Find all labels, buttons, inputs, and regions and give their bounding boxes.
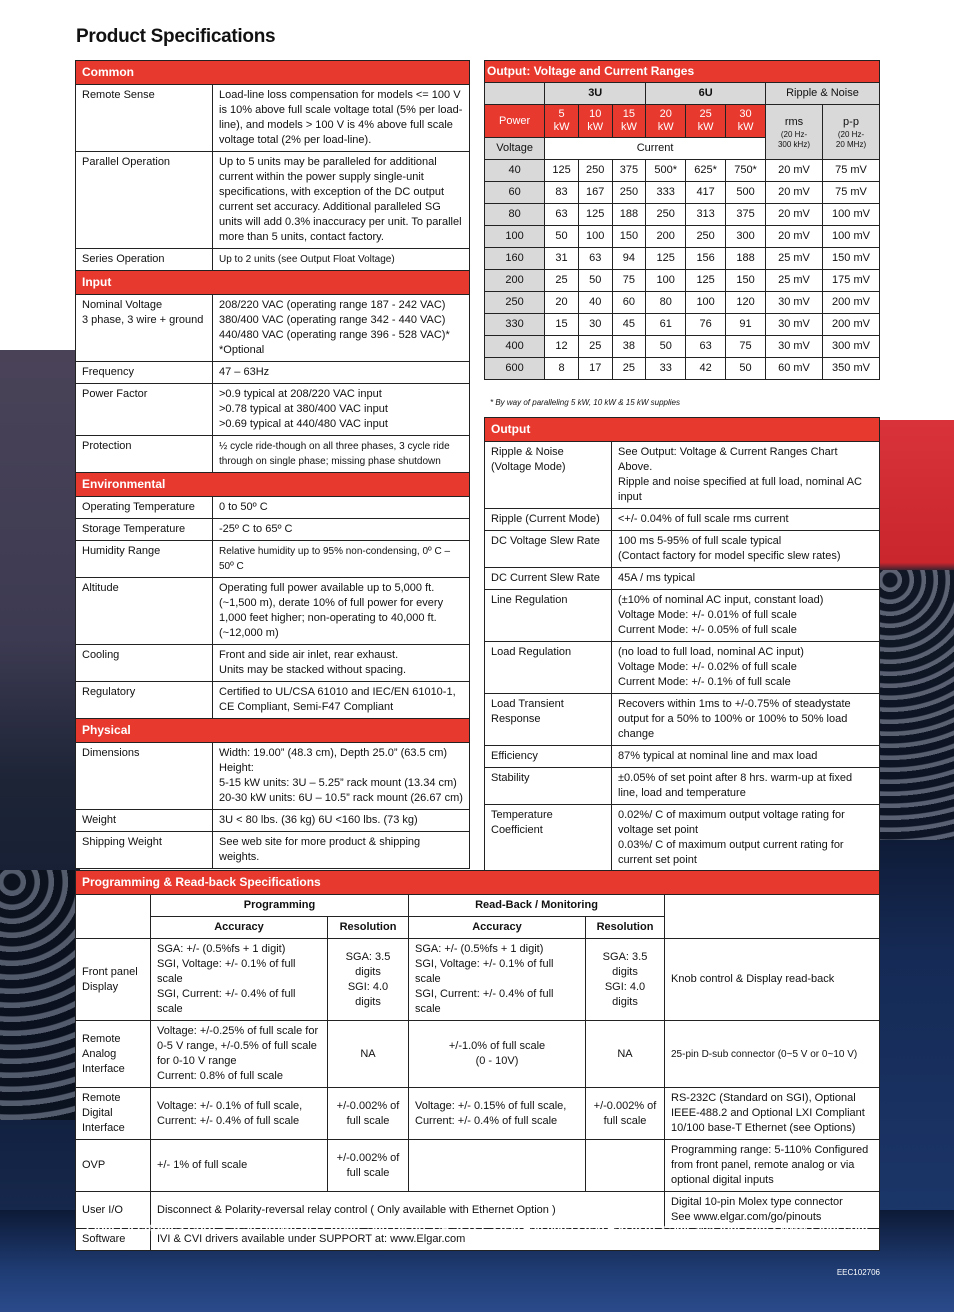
- current-cell: 375: [612, 160, 646, 182]
- current-cell: 20: [545, 292, 579, 314]
- range-row: [485, 270, 880, 292]
- spec-value: Load-line loss compensation for models <= 100 V is 10% above full scale voltage total (5% per load-line), and models > 100 V is 4% above full scale voltage total (2% per load-line).: [213, 85, 470, 152]
- spec-label: Storage Temperature: [76, 519, 213, 541]
- rms-header: [766, 105, 823, 160]
- spec-label: Altitude: [76, 578, 213, 645]
- group-6u: 6U: [646, 83, 766, 105]
- rms-bandwidth: (20 Hz- 300 kHz): [777, 129, 810, 149]
- current-cell: 125: [686, 270, 726, 292]
- current-cell: 125: [578, 204, 612, 226]
- current-cell: 75: [726, 336, 766, 358]
- current-cell: 500: [726, 182, 766, 204]
- spec-value: See Output: Voltage & Current Ranges Chart Above. Ripple and noise specified at full load, nominal AC input: [612, 442, 880, 509]
- voltage-cell: 400: [485, 336, 545, 358]
- spec-value: -25º C to 65º C: [213, 519, 470, 541]
- ripple-cell: 60 mV: [766, 358, 823, 380]
- spec-label: Dimensions: [76, 743, 213, 810]
- readback-header: Read-Back / Monitoring: [409, 895, 665, 917]
- background-panel-left: [0, 350, 80, 1312]
- spec-value: Relative humidity up to 95% non-condensing, 0º C – 50º C: [213, 541, 470, 578]
- ripple-cell: 20 mV: [766, 204, 823, 226]
- page-title: Product Specifications: [76, 26, 276, 47]
- voltage-cell: 200: [485, 270, 545, 292]
- spec-row: [485, 642, 880, 694]
- current-cell: 100: [646, 270, 686, 292]
- interface-row: [76, 1088, 880, 1140]
- prog-resolution: +/-0.002% of full scale: [328, 1088, 409, 1140]
- spec-row: [485, 805, 880, 872]
- spec-row: [485, 768, 880, 805]
- spec-row: [485, 442, 880, 509]
- range-row: [485, 182, 880, 204]
- ripple-cell: 350 mV: [823, 358, 880, 380]
- spec-row: [485, 509, 880, 531]
- current-cell: 12: [545, 336, 579, 358]
- spec-value: 100 ms 5-95% of full scale typical (Contact factory for model specific slew rates): [612, 531, 880, 568]
- spec-row: [76, 810, 470, 832]
- spec-row: [76, 645, 470, 682]
- rb-accuracy: +/-1.0% of full scale (0 - 10V): [409, 1021, 586, 1088]
- prog-accuracy: +/- 1% of full scale: [151, 1140, 328, 1192]
- spec-value: (no load to full load, nominal AC input) Voltage Mode: +/- 0.02% of full scale Current Mode: +/- 0.1% of full scale: [612, 642, 880, 694]
- spec-row: [485, 568, 880, 590]
- spec-label: Load Regulation: [485, 642, 612, 694]
- pp-header: [823, 105, 880, 160]
- spec-value: Certified to UL/CSA 61010 and IEC/EN 61010-1, CE Compliant, Semi-F47 Compliant: [213, 682, 470, 719]
- voltage-cell: 80: [485, 204, 545, 226]
- current-cell: 125: [545, 160, 579, 182]
- current-cell: 38: [612, 336, 646, 358]
- spec-label: Cooling: [76, 645, 213, 682]
- ripple-cell: 300 mV: [823, 336, 880, 358]
- interface-note: 25-pin D-sub connector (0~5 V or 0~10 V): [665, 1021, 880, 1088]
- spec-row: [76, 436, 470, 473]
- current-cell: 313: [686, 204, 726, 226]
- spec-row: [485, 590, 880, 642]
- spec-row: [76, 85, 470, 152]
- interface-row: [76, 939, 880, 1021]
- current-cell: 125: [646, 248, 686, 270]
- range-row: [485, 358, 880, 380]
- spec-value: >0.9 typical at 208/220 VAC input >0.78 typical at 380/400 VAC input >0.69 typical at 440/480 VAC input: [213, 384, 470, 436]
- section-header: Programming & Read-back Specifications: [76, 871, 880, 895]
- specs-table-left: [75, 60, 470, 869]
- power-rating: 5 kW: [545, 105, 579, 138]
- prog-accuracy-header: Accuracy: [151, 917, 328, 939]
- prog-resolution: +/-0.002% of full scale: [328, 1140, 409, 1192]
- current-cell: 188: [726, 248, 766, 270]
- interface-label: OVP: [76, 1140, 151, 1192]
- output-specs-table: [484, 417, 880, 909]
- spec-row: [76, 497, 470, 519]
- range-row: [485, 292, 880, 314]
- spec-row: [76, 249, 470, 271]
- spec-row: [485, 694, 880, 746]
- spec-label: Series Operation: [76, 249, 213, 271]
- current-label: Current: [545, 138, 766, 160]
- current-cell: 17: [578, 358, 612, 380]
- ripple-cell: 25 mV: [766, 270, 823, 292]
- current-cell: 300: [726, 226, 766, 248]
- spec-row: [76, 541, 470, 578]
- pp-label: p-p: [843, 115, 859, 128]
- current-cell: 94: [612, 248, 646, 270]
- ripple-cell: 200 mV: [823, 314, 880, 336]
- current-cell: 120: [726, 292, 766, 314]
- rb-accuracy: [409, 1140, 586, 1192]
- prog-resolution-header: Resolution: [328, 917, 409, 939]
- range-row: [485, 314, 880, 336]
- current-cell: 63: [578, 248, 612, 270]
- software-value: IVI & CVI drivers available under SUPPORT at: www.Elgar.com: [151, 1229, 880, 1251]
- spec-value: Width: 19.00” (48.3 cm), Depth 25.0” (63.5 cm) Height: 5-15 kW units: 3U – 5.25” rack mount (13.34 cm) 20-30 kW units: 6U – 10.5” rack mount (26.67 cm): [213, 743, 470, 810]
- spec-label: Parallel Operation: [76, 152, 213, 249]
- spec-label: Weight: [76, 810, 213, 832]
- section-header: Output: [485, 418, 880, 442]
- spec-row: [485, 746, 880, 768]
- spec-value: Front and side air inlet, rear exhaust. Units may be stacked without spacing.: [213, 645, 470, 682]
- spec-value: Up to 5 units may be paralleled for additional current within the power supply single-unit specifications, with exception of the DC output current set accuracy. Additional paralleled SG units will add 0.3% inaccuracy per unit. To parallel more than 5 units, contact factory.: [213, 152, 470, 249]
- spec-label: Temperature Coefficient: [485, 805, 612, 872]
- blank-cell: [76, 895, 151, 939]
- current-cell: 75: [612, 270, 646, 292]
- interface-label: Remote Digital Interface: [76, 1088, 151, 1140]
- current-cell: 60: [612, 292, 646, 314]
- prog-resolution: SGA: 3.5 digits SGI: 4.0 digits: [328, 939, 409, 1021]
- current-cell: 200: [646, 226, 686, 248]
- spec-row: [76, 682, 470, 719]
- current-cell: 250: [612, 182, 646, 204]
- ripple-cell: 100 mV: [823, 226, 880, 248]
- interface-row: [76, 1140, 880, 1192]
- current-cell: 42: [686, 358, 726, 380]
- prog-resolution: NA: [328, 1021, 409, 1088]
- spec-row: [76, 578, 470, 645]
- current-cell: 417: [686, 182, 726, 204]
- spec-label: Efficiency: [485, 746, 612, 768]
- current-cell: 91: [726, 314, 766, 336]
- spec-row: [76, 295, 470, 362]
- software-label: Software: [76, 1229, 151, 1251]
- current-cell: 31: [545, 248, 579, 270]
- spec-label: Power Factor: [76, 384, 213, 436]
- spec-value: 3U < 80 lbs. (36 kg) 6U <160 lbs. (73 kg): [213, 810, 470, 832]
- spec-label: Protection: [76, 436, 213, 473]
- spec-value: 47 – 63Hz: [213, 362, 470, 384]
- prog-accuracy: Voltage: +/- 0.1% of full scale, Current: +/- 0.4% of full scale: [151, 1088, 328, 1140]
- power-rating: 30 kW: [726, 105, 766, 138]
- voltage-current-ranges-table: [484, 60, 880, 380]
- ripple-cell: 30 mV: [766, 292, 823, 314]
- current-cell: 150: [612, 226, 646, 248]
- spec-label: Shipping Weight: [76, 832, 213, 869]
- current-cell: 333: [646, 182, 686, 204]
- background-panel-right: [880, 420, 954, 1312]
- spec-value: 0 to 50º C: [213, 497, 470, 519]
- section-header: Output: Voltage and Current Ranges: [485, 61, 880, 83]
- spec-row: [76, 519, 470, 541]
- power-rating: 15 kW: [612, 105, 646, 138]
- ripple-noise-header: Ripple & Noise: [766, 83, 880, 105]
- spec-value: Operating full power available up to 5,000 ft. (~1,500 m), derate 10% of full power for every 1,000 feet higher; non-operating to 40,000 ft. (~12,000 m): [213, 578, 470, 645]
- current-cell: 500*: [646, 160, 686, 182]
- voltage-cell: 60: [485, 182, 545, 204]
- spec-value: 0.02%/ C of maximum output voltage rating for voltage set point 0.03%/ C of maximum output current rating for current set point: [612, 805, 880, 872]
- interface-label: Front panel Display: [76, 939, 151, 1021]
- voltage-cell: 600: [485, 358, 545, 380]
- background-pattern: [0, 870, 80, 1120]
- spec-label: Ripple (Current Mode): [485, 509, 612, 531]
- voltage-cell: 100: [485, 226, 545, 248]
- spec-value: 87% typical at nominal line and max load: [612, 746, 880, 768]
- spec-value: See web site for more product & shipping weights.: [213, 832, 470, 869]
- ripple-cell: 200 mV: [823, 292, 880, 314]
- current-cell: 188: [612, 204, 646, 226]
- current-cell: 61: [646, 314, 686, 336]
- current-cell: 167: [578, 182, 612, 204]
- ripple-cell: 75 mV: [823, 160, 880, 182]
- range-row: [485, 248, 880, 270]
- current-cell: 15: [545, 314, 579, 336]
- current-cell: 150: [726, 270, 766, 292]
- current-cell: 33: [646, 358, 686, 380]
- spec-label: Nominal Voltage 3 phase, 3 wire + ground: [76, 295, 213, 362]
- current-cell: 30: [578, 314, 612, 336]
- interface-row: [76, 1021, 880, 1088]
- spec-label: DC Voltage Slew Rate: [485, 531, 612, 568]
- interface-label: Remote Analog Interface: [76, 1021, 151, 1088]
- spec-label: DC Current Slew Rate: [485, 568, 612, 590]
- spec-row: [76, 743, 470, 810]
- footer-contact: Elgar Electronics Corp. • 9250 Brown Deer Road, San Diego, CA 92121. • 858.450.0085 • 858.458.0267 • Sales@Elgar.com • www.Elgar.com: [85, 1220, 869, 1234]
- userio-label: User I/O: [76, 1192, 151, 1229]
- current-cell: 375: [726, 204, 766, 226]
- current-cell: 250: [686, 226, 726, 248]
- current-cell: 80: [646, 292, 686, 314]
- rb-resolution: [586, 1140, 665, 1192]
- voltage-cell: 160: [485, 248, 545, 270]
- interface-note: Knob control & Display read-back: [665, 939, 880, 1021]
- current-cell: 50: [726, 358, 766, 380]
- group-3u: 3U: [545, 83, 646, 105]
- current-cell: 76: [686, 314, 726, 336]
- range-row: [485, 226, 880, 248]
- background-pattern: [880, 570, 954, 840]
- spec-row: [76, 832, 470, 869]
- current-cell: 250: [578, 160, 612, 182]
- spec-value: Up to 2 units (see Output Float Voltage): [213, 249, 470, 271]
- power-rating: 10 kW: [578, 105, 612, 138]
- ripple-cell: 20 mV: [766, 160, 823, 182]
- spec-label: Frequency: [76, 362, 213, 384]
- spec-value: ±0.05% of set point after 8 hrs. warm-up at fixed line, load and temperature: [612, 768, 880, 805]
- ripple-cell: 100 mV: [823, 204, 880, 226]
- voltage-cell: 330: [485, 314, 545, 336]
- current-cell: 625*: [686, 160, 726, 182]
- current-cell: 63: [545, 204, 579, 226]
- ripple-cell: 75 mV: [823, 182, 880, 204]
- current-cell: 100: [578, 226, 612, 248]
- spec-label: Remote Sense: [76, 85, 213, 152]
- section-header: Input: [76, 271, 470, 295]
- rb-accuracy: SGA: +/- (0.5%fs + 1 digit) SGI, Voltage: +/- 0.1% of full scale SGI, Current: +/- 0.4% of full scale: [409, 939, 586, 1021]
- current-cell: 50: [646, 336, 686, 358]
- spec-label: Ripple & Noise (Voltage Mode): [485, 442, 612, 509]
- spec-label: Line Regulation: [485, 590, 612, 642]
- voltage-label: Voltage: [485, 138, 545, 160]
- spec-value: ½ cycle ride-though on all three phases, 3 cycle ride through on single phase; missing phase shutdown: [213, 436, 470, 473]
- section-header: Environmental: [76, 473, 470, 497]
- ripple-cell: 150 mV: [823, 248, 880, 270]
- userio-note: Digital 10-pin Molex type connector See www.elgar.com/go/pinouts: [665, 1192, 880, 1229]
- pp-bandwidth: (20 Hz- 20 MHz): [835, 129, 867, 149]
- current-cell: 40: [578, 292, 612, 314]
- rb-resolution: SGA: 3.5 digits SGI: 4.0 digits: [586, 939, 665, 1021]
- rb-accuracy-header: Accuracy: [409, 917, 586, 939]
- power-rating: 20 kW: [646, 105, 686, 138]
- spec-label: Stability: [485, 768, 612, 805]
- interface-note: RS-232C (Standard on SGI), Optional IEEE-488.2 and Optional LXI Compliant 10/100 base-T Ethernet (see Options): [665, 1088, 880, 1140]
- spec-label: Load Transient Response: [485, 694, 612, 746]
- spec-value: <+/- 0.04% of full scale rms current: [612, 509, 880, 531]
- power-rating: 25 kW: [686, 105, 726, 138]
- corner-cell: [485, 83, 545, 105]
- spec-label: Humidity Range: [76, 541, 213, 578]
- voltage-cell: 250: [485, 292, 545, 314]
- prog-accuracy: SGA: +/- (0.5%fs + 1 digit) SGI, Voltage: +/- 0.1% of full scale SGI, Current: +/- 0.4% of full scale: [151, 939, 328, 1021]
- current-cell: 50: [545, 226, 579, 248]
- rb-resolution-header: Resolution: [586, 917, 665, 939]
- ripple-cell: 25 mV: [766, 248, 823, 270]
- rb-accuracy: Voltage: +/- 0.15% of full scale, Current: +/- 0.4% of full scale: [409, 1088, 586, 1140]
- userio-value: Disconnect & Polarity-reversal relay control ( Only available with Ethernet Option ): [151, 1192, 665, 1229]
- spec-row: [76, 362, 470, 384]
- current-cell: 50: [578, 270, 612, 292]
- spec-label: Operating Temperature: [76, 497, 213, 519]
- current-cell: 25: [545, 270, 579, 292]
- section-header: Common: [76, 61, 470, 85]
- interface-note: Programming range: 5-110% Configured from front panel, remote analog or via optional digital inputs: [665, 1140, 880, 1192]
- power-label: Power: [485, 105, 545, 138]
- rb-resolution: +/-0.002% of full scale: [586, 1088, 665, 1140]
- current-cell: 156: [686, 248, 726, 270]
- rb-resolution: NA: [586, 1021, 665, 1088]
- section-header: Physical: [76, 719, 470, 743]
- range-row: [485, 204, 880, 226]
- spec-value: 208/220 VAC (operating range 187 - 242 VAC) 380/400 VAC (operating range 342 - 440 VAC) 440/480 VAC (operating range 396 - 528 VAC)* *Optional: [213, 295, 470, 362]
- range-row: [485, 160, 880, 182]
- ripple-cell: 20 mV: [766, 182, 823, 204]
- spec-label: Regulatory: [76, 682, 213, 719]
- current-cell: 25: [578, 336, 612, 358]
- current-cell: 83: [545, 182, 579, 204]
- programming-header: Programming: [151, 895, 409, 917]
- spec-row: [485, 531, 880, 568]
- current-cell: 25: [612, 358, 646, 380]
- current-cell: 63: [686, 336, 726, 358]
- spec-value: Recovers within 1ms to +/-0.75% of steadystate output for a 50% to 100% or 100% to 50% load change: [612, 694, 880, 746]
- programming-readback-table: [75, 870, 880, 1251]
- ripple-cell: 30 mV: [766, 336, 823, 358]
- spec-value: 45A / ms typical: [612, 568, 880, 590]
- current-cell: 100: [686, 292, 726, 314]
- ripple-cell: 175 mV: [823, 270, 880, 292]
- ripple-cell: 30 mV: [766, 314, 823, 336]
- ripple-cell: 20 mV: [766, 226, 823, 248]
- current-cell: 750*: [726, 160, 766, 182]
- range-row: [485, 336, 880, 358]
- spec-row: [76, 384, 470, 436]
- current-cell: 8: [545, 358, 579, 380]
- voltage-cell: 40: [485, 160, 545, 182]
- current-cell: 250: [646, 204, 686, 226]
- prog-accuracy: Voltage: +/-0.25% of full scale for 0-5 V range, +/-0.5% of full scale for 0-10 V range Current: 0.8% of full scale: [151, 1021, 328, 1088]
- document-id: EEC102706: [836, 1268, 880, 1277]
- paralleling-footnote: * By way of paralleling 5 kW, 10 kW & 15 kW supplies: [490, 398, 680, 407]
- spec-row: [76, 152, 470, 249]
- current-cell: 45: [612, 314, 646, 336]
- spec-value: (±10% of nominal AC input, constant load) Voltage Mode: +/- 0.01% of full scale Current Mode: +/- 0.05% of full scale: [612, 590, 880, 642]
- blank-cell: [665, 895, 880, 939]
- rms-label: rms: [784, 115, 804, 128]
